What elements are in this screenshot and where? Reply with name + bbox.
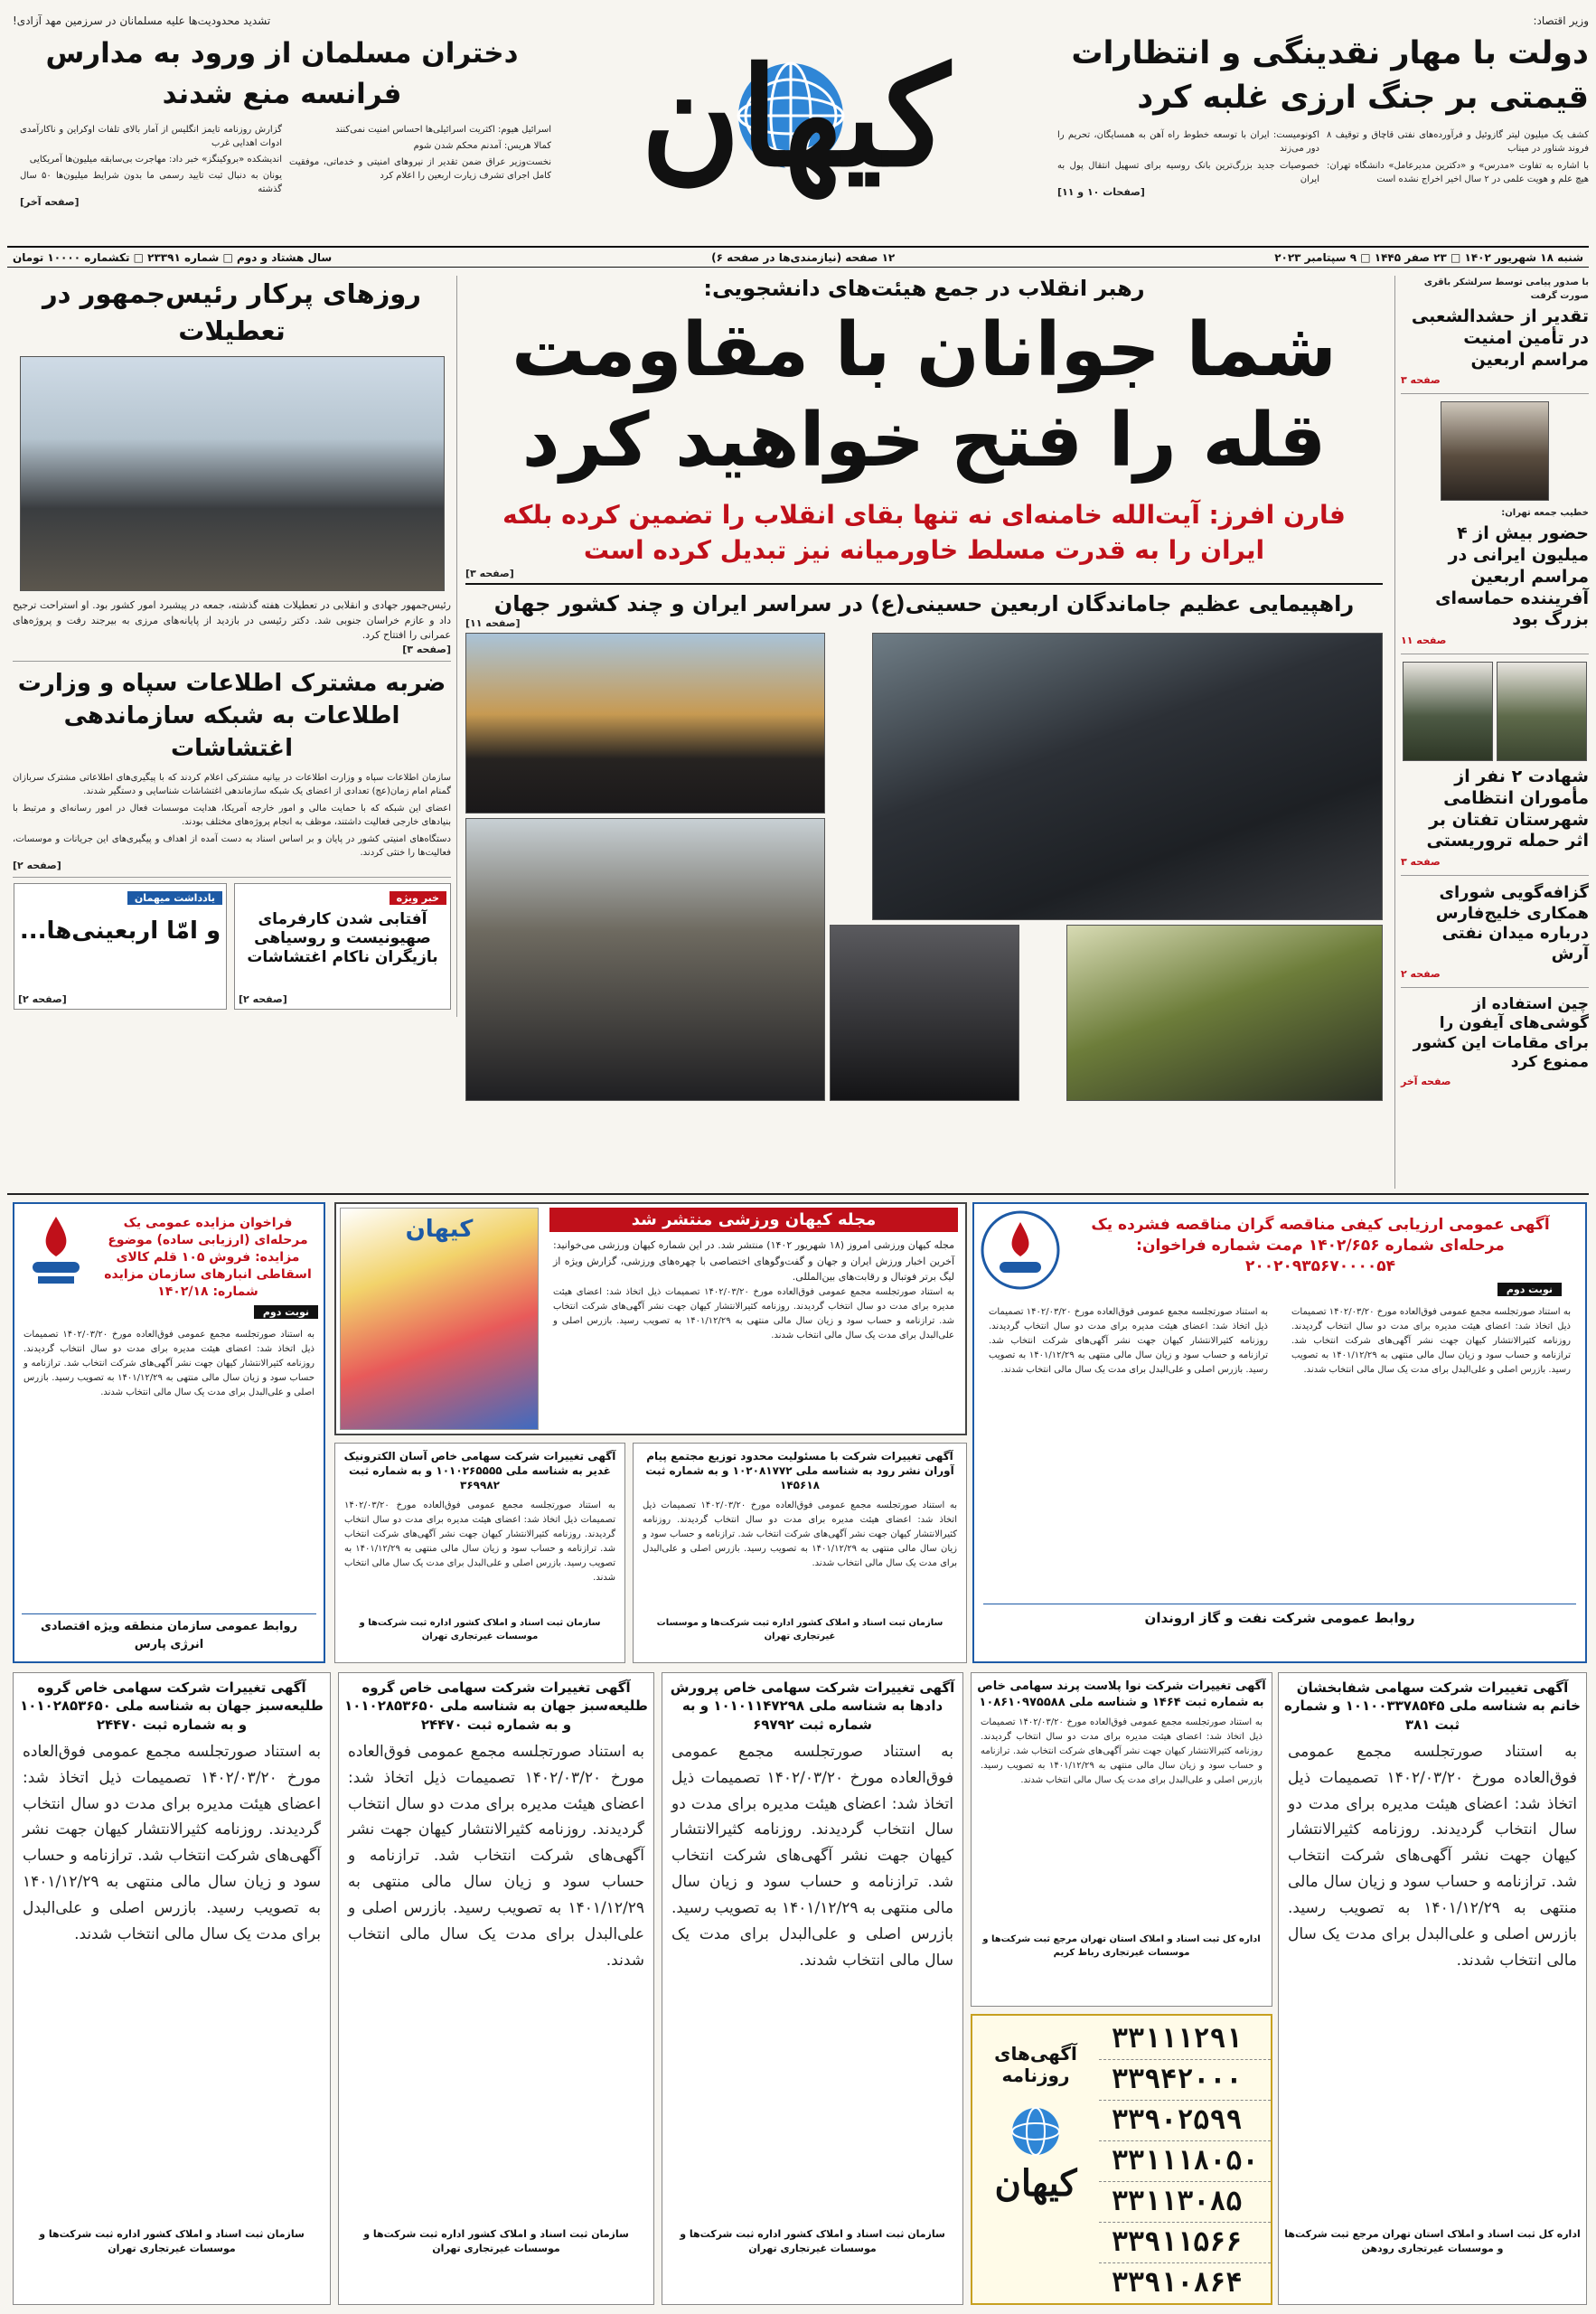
ad-phone[interactable]: ۳۳۱۱۱۸۰۵۰: [1099, 2141, 1271, 2182]
arbaeen-photo-shrine: [465, 633, 825, 814]
list-item: کمالا هریس: آمدنم محکم شدن شوم: [413, 141, 551, 152]
notice-title: آگهی تغییرات شرکت سهامی خاص پرورش دادها به شناسه ملی ۱۰۱۰۱۱۴۷۲۹۸ و به شماره ثبت ۶۹۷۹۲: [670, 1679, 955, 1733]
main-subhead-ref: [صفحه ۳]: [465, 568, 514, 580]
notice-box[interactable]: [334, 1443, 625, 1663]
list-item: سازمان اطلاعات سپاه و وزارت اطلاعات در بیانیه مشترکی اعلام کردند که با پیگیری‌های اطلاعاتی مشترک سربازان گمنام امام زمان(عج) تعدادی از اعضای یک شبکه سازماندهی اغتشاشات شناسایی و دستگیر شدند.: [13, 772, 451, 796]
guest-note-box[interactable]: [14, 883, 227, 1010]
list-item: کشف یک میلیون لیتر گازوئیل و فرآورده‌های نفتی قاچاق و توقیف ۸ فروند شناور در میناب: [1327, 129, 1589, 154]
martyr-photo-2: [1403, 662, 1493, 761]
issue-info: سال هشتاد و دوم □ شماره ۲۳۳۹۱ □ تکشماره ۱۰۰۰۰ تومان: [13, 250, 333, 264]
nioc-tender-ad[interactable]: [972, 1202, 1587, 1663]
sports-cover-logo: کیهان: [405, 1216, 474, 1243]
notice-box[interactable]: [13, 1672, 331, 2305]
list-item: اندیشکده «بروکینگز» خبر داد: مهاجرت بی‌سابقه میلیون‌ها آمریکایی: [29, 155, 282, 165]
ad-body: به استناد صورتجلسه مجمع عمومی فوق‌العاده مورخ ۱۴۰۲/۰۳/۲۰ تصمیمات ذیل اتخاذ شد: اعضای هیئت مدیره برای مدت دو سال انتخاب گردیدند. روزنامه کثیرالانتشار کیهان جهت نشر آگهی‌های شرکت انتخاب شد. ترازنامه و حساب سود و زیان سال مالی منتهی به ۱۴۰۱/۱۲/۲۹ به تصویب رسید. بازرس اصلی و علی‌البدل برای مدت یک سال مالی انتخاب شدند.: [23, 1330, 315, 1398]
date-bar: [7, 246, 1589, 268]
list-item: دستگاه‌های امنیتی کشور در پایان و بر اساس اسناد به دست آمده از اهداف و پیگیری‌های این جریانات و موسسات، فعالیت‌ها را خنثی کردند.: [13, 833, 451, 858]
top-left-kicker: تشدید محدودیت‌ها علیه مسلمانان در سرزمین مهد آزادی!: [13, 14, 271, 27]
ad-body: به استناد صورتجلسه مجمع عمومی فوق‌العاده مورخ ۱۴۰۲/۰۳/۲۰ تصمیمات ذیل اتخاذ شد: اعضای هیئت مدیره برای مدت دو سال انتخاب گردیدند. روزنامه کثیرالانتشار کیهان جهت نشر آگهی‌های شرکت انتخاب شد. ترازنامه و حساب سود و زیان سال مالی منتهی به ۱۴۰۱/۱۲/۲۹ به تصویب رسید. بازرس اصلی و علی‌البدل برای مدت یک سال مالی انتخاب شدند.: [671, 1742, 953, 1970]
list-item: نخست‌وزیر عراق ضمن تقدیر از نیروهای امنیتی و خدماتی، موفقیت کامل اجرای تشرف زیارت اربعین را اعلام کرد: [289, 157, 551, 182]
ad-body: به استناد صورتجلسه مجمع عمومی فوق‌العاده مورخ ۱۴۰۲/۰۳/۲۰ تصمیمات ذیل اتخاذ شد: اعضای هیئت مدیره برای مدت دو سال انتخاب گردیدند. روزنامه کثیرالانتشار کیهان جهت نشر آگهی‌های شرکت انتخاب شد. ترازنامه و حساب سود و زیان سال مالی منتهی به ۱۴۰۱/۱۲/۲۹ به تصویب رسید. بازرس اصلی و علی‌البدل برای مدت یک سال مالی انتخاب شدند.: [981, 1717, 1263, 1786]
auction-title: فراخوان مزایده عمومی یک مرحله‌ای (ارزیابی ساده) موضوع مزایده: فروش ۱۰۵ قلم کالای اسقاطی انبارهای سازمان مزایده شماره: ۱۴۰۲/۱۸: [104, 1216, 312, 1299]
special-news-headline: آفتابی شدن کارفرمای صهیونیست و روسیاهی بازیگران ناکام اغتشاشات: [247, 909, 438, 967]
notice-box[interactable]: [338, 1672, 654, 2305]
special-news-box[interactable]: [234, 883, 451, 1010]
ad-body: به استناد صورتجلسه مجمع عمومی فوق‌العاده مورخ ۱۴۰۲/۰۳/۲۰ تصمیمات ذیل اتخاذ شد: اعضای هیئت مدیره برای مدت دو سال انتخاب گردیدند. روزنامه کثیرالانتشار کیهان جهت نشر آگهی‌های شرکت انتخاب شد. ترازنامه و حساب سود و زیان سال مالی منتهی به ۱۴۰۱/۱۲/۲۹ به تصویب رسید. بازرس اصلی و علی‌البدل برای مدت یک سال مالی انتخاب شدند.: [23, 1742, 321, 1943]
dateline: شنبه ۱۸ شهریور ۱۴۰۲ □ ۲۳ صفر ۱۴۴۵ □ ۹ سپتامبر ۲۰۲۳: [1274, 250, 1583, 264]
list-item: گزارش روزنامه تایمز انگلیس از آمار بالای تلفات اوکراین و ناکارآمدی ادوات اهدایی غرب: [20, 125, 282, 149]
ad-phones-list: [1099, 2016, 1271, 2307]
auction-badge: نوبت دوم: [254, 1305, 318, 1319]
pages-note: ۱۲ صفحه (نیازمندی‌ها در صفحه ۶): [711, 250, 896, 264]
notice-footer: سازمان ثبت اسناد و املاک کشور اداره ثبت شرکت‌ها و موسسات غیرتجاری تهران: [363, 2227, 629, 2255]
list-item: خصوصیات جدید بزرگ‌ترین بانک روسیه برای تسهیل انتقال پول به ایران: [1057, 160, 1319, 184]
nioc-logo-icon: [980, 1209, 1061, 1291]
main-headline-line1[interactable]: شما جوانان با مقاومت: [512, 307, 1337, 393]
notice-title: آگهی تغییرات شرکت سهامی خاص آسان الکترونیک غدیر به شناسه ملی ۱۰۱۰۲۶۵۵۵۵ و به شماره ثبت ۳۶۹۹۸۲: [343, 1450, 616, 1492]
notice-title: آگهی تغییرات شرکت سهامی خاص گروه طلیعه‌سبز جهان به شناسه ملی ۱۰۱۰۲۸۵۳۶۵۰ و به شماره ثبت ۲۴۴۷۰: [20, 1679, 324, 1733]
top-right-kicker: وزیر اقتصاد:: [1533, 14, 1589, 27]
main-kicker: رهبر انقلاب در جمع هیئت‌های دانشجویی:: [703, 276, 1145, 301]
ad-body: به استناد صورتجلسه مجمع عمومی فوق‌العاده مورخ ۱۴۰۲/۰۳/۲۰ تصمیمات ذیل اتخاذ شد: اعضای هیئت مدیره برای مدت دو سال انتخاب گردیدند. روزنامه کثیرالانتشار کیهان جهت نشر آگهی‌های شرکت انتخاب شد. ترازنامه و حساب سود و زیان سال مالی منتهی به ۱۴۰۱/۱۲/۲۹ به تصویب رسید. بازرس اصلی و علی‌البدل برای مدت یک سال مالی انتخاب شدند.: [1288, 1742, 1577, 1970]
masthead: [551, 16, 1039, 233]
notice-footer: سازمان ثبت اسناد و املاک کشور اداره ثبت شرکت‌ها و موسسات غیرتجاری تهران: [680, 2227, 945, 2255]
ad-phone[interactable]: ۳۳۹۰۲۵۹۹: [1099, 2101, 1271, 2141]
auction-footer: روابط عمومی سازمان منطقه ویژه اقتصادی انرژی پارس: [22, 1613, 316, 1657]
arbaeen-ref: [صفحه ۱۱]: [465, 617, 521, 630]
president-ref: [صفحه ۳]: [402, 643, 451, 655]
notice-title: آگهی تغییرات شرکت با مسئولیت محدود توزیع مجتمع پیام آوران نشر رود به شناسه ملی ۱۰۲۰۸۱۷۷۲ و به شماره ثبت ۱۴۵۶۱۸: [645, 1450, 954, 1492]
top-right-ref: [صفحات ۱۰ و ۱۱]: [1057, 185, 1145, 198]
martyr-photo-1: [1497, 662, 1587, 761]
ad-phone[interactable]: ۳۳۹۱۰۸۶۴: [1112, 2267, 1243, 2299]
item2-kicker: خطیب جمعه تهران:: [1501, 508, 1589, 519]
top-right-story: [1056, 13, 1589, 240]
top-left-story: [13, 13, 551, 240]
left-column: [13, 276, 457, 1017]
ad-phones-box: [971, 2014, 1272, 2305]
arbaeen-photo-march: [872, 633, 1383, 920]
arbaeen-photo-child: [1066, 925, 1383, 1101]
notice-footer: سازمان ثبت اسناد و املاک کشور اداره ثبت شرکت‌ها و موسسات غیرتجاری تهران: [39, 2227, 305, 2255]
ads-divider: [7, 1193, 1589, 1195]
item1-ref: صفحه ۳: [1401, 374, 1441, 387]
president-headline[interactable]: روزهای پرکار رئیس‌جمهور در تعطیلات: [42, 278, 421, 346]
arbaeen-headline[interactable]: راهپیمایی عظیم جاماندگان اربعین حسینی(ع) در سراسر ایران و چند کشور جهان: [493, 591, 1355, 617]
globe-icon: [1009, 2104, 1063, 2159]
ad-phone[interactable]: ۳۳۹۴۲۰۰۰: [1099, 2060, 1271, 2101]
notice-title: آگهی تغییرات شرکت سهامی خاص گروه طلیعه‌سبز جهان به شناسه ملی ۱۰۱۰۲۸۵۳۶۵۰ و به شماره ثبت ۲۴۴۷۰: [344, 1679, 648, 1733]
notice-footer: سازمان ثبت اسناد و املاک کشور اداره ثبت شرکت‌ها و موسسات غیرتجاری تهران: [359, 1617, 601, 1641]
item4-headline[interactable]: گزافه‌گویی شورای همکاری خلیج‌فارس درباره میدان نفتی آرش: [1435, 883, 1589, 964]
item5-ref: صفحه آخر: [1401, 1076, 1451, 1087]
item3-headline[interactable]: شهادت ۲ نفر از مأموران انتظامی شهرستان تفتان بر اثر حمله تروریستی: [1426, 767, 1589, 851]
list-item: با اشاره به تفاوت «مدرس» و «دکترین مدیرعامل» دانشگاه تهران: هیچ علم و هویت علمی در ۲ سال اخیر اخراج نشده است: [1327, 160, 1589, 184]
president-text: رئیس‌جمهور جهادی و انقلابی در تعطیلات هفته گذشته، جمعه در پیشبرد امور کشور بود. او استراحت ترجیح داد و عازم خراسان جنوبی شد. دکتر رئیسی در بازدید از پایانه‌های مرزی به بیرجند رفت و پروژه‌های عمرانی را افتتاح کرد.: [13, 599, 451, 642]
ad-body: به استناد صورتجلسه مجمع عمومی فوق‌العاده مورخ ۱۴۰۲/۰۳/۲۰ تصمیمات ذیل اتخاذ شد: اعضای هیئت مدیره برای مدت دو سال انتخاب گردیدند. روزنامه کثیرالانتشار کیهان جهت نشر آگهی‌های شرکت انتخاب شد. ترازنامه و حساب سود و زیان سال مالی منتهی به ۱۴۰۱/۱۲/۲۹ به تصویب رسید. بازرس اصلی و علی‌البدل برای مدت یک سال مالی انتخاب شدند.: [643, 1500, 958, 1568]
notice-title: آگهی تغییرات شرکت نوا پلاست پرند سهامی خاص به شماره ثبت ۱۴۶۴ و شناسه ملی ۱۰۸۶۱۰۹۷۵۵۸۸: [977, 1679, 1266, 1709]
top-right-headline[interactable]: دولت با مهار نقدینگی و انتظارات قیمتی بر جنگ ارزی غلبه کرد: [1071, 34, 1589, 117]
item1-headline[interactable]: تقدیر از حشدالشعبی در تأمین امنیت مراسم اربعین: [1411, 306, 1589, 370]
pars-logo-icon: [20, 1209, 92, 1291]
notice-box[interactable]: [1278, 1672, 1587, 2305]
preacher-photo: [1441, 401, 1549, 501]
strike-headline[interactable]: ضربه مشترک اطلاعات سپاه و وزارت اطلاعات به شبکه سازماندهی اغتشاشات: [17, 669, 446, 763]
strike-ref: [صفحه ۲]: [13, 859, 61, 871]
sports-magazine-ad[interactable]: [334, 1202, 967, 1435]
logo[interactable]: کیهان: [641, 38, 950, 197]
ad-phones-title: آگهی‌های روزنامه: [994, 2043, 1077, 2086]
main-headline-line2[interactable]: قله را فتح خواهید کرد: [521, 398, 1327, 484]
guest-note-headline: و امّا اربعینی‌ها...: [19, 917, 221, 945]
sports-text: مجله کیهان ورزشی امروز (۱۸ شهریور ۱۴۰۲) منتشر شد. در این شماره کیهان ورزشی می‌خوانید: آخرین اخبار ورزش ایران و جهان و گفت‌وگوهای اختصاصی با چهره‌های ورزشی، گزارش ویژه از لیگ برتر فوتبال و رقابت‌های بین‌المللی.: [553, 1239, 954, 1284]
ad-body: به استناد صورتجلسه مجمع عمومی فوق‌العاده مورخ ۱۴۰۲/۰۳/۲۰ تصمیمات ذیل اتخاذ شد: اعضای هیئت مدیره برای مدت دو سال انتخاب گردیدند. روزنامه کثیرالانتشار کیهان جهت نشر آگهی‌های شرکت انتخاب شد. ترازنامه و حساب سود و زیان سال مالی منتهی به ۱۴۰۱/۱۲/۲۹ به تصویب رسید. بازرس اصلی و علی‌البدل برای مدت یک سال مالی انتخاب شدند.: [1291, 1306, 1571, 1375]
top-left-ref: [صفحه آخر]: [20, 196, 80, 209]
item4-ref: صفحه ۲: [1401, 968, 1441, 980]
right-column: [1394, 276, 1589, 1189]
ad-phone[interactable]: ۳۳۹۱۱۵۶۶: [1099, 2223, 1271, 2263]
main-story: [465, 276, 1383, 1189]
ad-phone[interactable]: ۳۳۱۱۱۲۹۱: [1099, 2019, 1271, 2060]
guest-note-ref: [صفحه ۲]: [18, 992, 67, 1005]
notice-box[interactable]: [971, 1672, 1272, 2007]
ad-phones-logo: کیهان: [994, 2162, 1077, 2205]
arbaeen-photo-crowd: [465, 818, 825, 1101]
arbaeen-photo-mourners: [830, 925, 1019, 1101]
nioc-title: آگهی عمومی ارزیابی کیفی مناقصه گران مناقصه فشرده یک مرحله‌ای شماره ۱۴۰۲/۶۵۶ م‌مت شماره فراخوان: ۲۰۰۲۰۹۳۵۶۷۰۰۰۰۵۴: [1091, 1216, 1550, 1275]
ad-body: به استناد صورتجلسه مجمع عمومی فوق‌العاده مورخ ۱۴۰۲/۰۳/۲۰ تصمیمات ذیل اتخاذ شد: اعضای هیئت مدیره برای مدت دو سال انتخاب گردیدند. روزنامه کثیرالانتشار کیهان جهت نشر آگهی‌های شرکت انتخاب شد. ترازنامه و حساب سود و زیان سال مالی منتهی به ۱۴۰۱/۱۲/۲۹ به تصویب رسید. بازرس اصلی و علی‌البدل برای مدت یک سال مالی انتخاب شدند.: [348, 1742, 645, 1970]
nioc-badge: نوبت دوم: [1497, 1283, 1562, 1296]
notice-footer: اداره کل ثبت اسناد و املاک استان تهران مرجع ثبت شرکت‌ها و موسسات غیرتجاری رباط کریم: [982, 1934, 1261, 1959]
list-item: اعضای این شبکه که با حمایت مالی و امور خارجه آمریکا، هدایت موسسات فعال در امور رسانه‌ای و مرتبط با بنیادهای خارجی فعالیت داشتند، موظف به انجام پروژه‌های مختلف بودند.: [13, 803, 451, 827]
main-subhead[interactable]: فارن افرز: آیت‌الله خامنه‌ای نه تنها بقای انقلاب را تضمین کرده بلکه ایران را به قدرت مسلط خاورمیانه نیز تبدیل کرده است: [502, 499, 1346, 566]
ad-body: به استناد صورتجلسه مجمع عمومی فوق‌العاده مورخ ۱۴۰۲/۰۳/۲۰ تصمیمات ذیل اتخاذ شد: اعضای هیئت مدیره برای مدت دو سال انتخاب گردیدند. روزنامه کثیرالانتشار کیهان جهت نشر آگهی‌های شرکت انتخاب شد. ترازنامه و حساب سود و زیان سال مالی منتهی به ۱۴۰۱/۱۲/۲۹ به تصویب رسید. بازرس اصلی و علی‌البدل برای مدت یک سال مالی انتخاب شدند.: [989, 1306, 1268, 1375]
ad-body: به استناد صورتجلسه مجمع عمومی فوق‌العاده مورخ ۱۴۰۲/۰۳/۲۰ تصمیمات ذیل اتخاذ شد: اعضای هیئت مدیره برای مدت دو سال انتخاب گردیدند. روزنامه کثیرالانتشار کیهان جهت نشر آگهی‌های شرکت انتخاب شد. ترازنامه و حساب سود و زیان سال مالی منتهی به ۱۴۰۱/۱۲/۲۹ به تصویب رسید. بازرس اصلی و علی‌البدل برای مدت یک سال مالی انتخاب شدند.: [344, 1500, 615, 1583]
nioc-footer: روابط عمومی شرکت نفت و گاز اروندان: [983, 1604, 1576, 1632]
item1-kicker: با صدور پیامی توسط سرلشکر باقری صورت گرفت: [1423, 277, 1589, 301]
ad-phone[interactable]: ۳۳۱۱۳۰۸۵: [1099, 2182, 1271, 2223]
president-photo: [20, 356, 445, 591]
special-news-tag: خبر ویژه: [390, 891, 446, 905]
item3-ref: صفحه ۳: [1401, 856, 1441, 868]
top-left-headline[interactable]: دختران مسلمان از ورود به مدارس فرانسه منع شدند: [45, 36, 519, 110]
notice-footer: سازمان ثبت اسناد و املاک کشور اداره ثبت شرکت‌ها و موسسات غیرتجاری تهران: [656, 1617, 944, 1641]
item2-headline[interactable]: حضور بیش از ۴ میلیون ایرانی در مراسم اربعین آفریننده حماسه‌ای بزرگ بود: [1435, 523, 1589, 630]
notice-box[interactable]: [633, 1443, 967, 1663]
list-item: یونان به دنبال ثبت تایید رسمی ما بدون شرایط میلیون‌ها ۵۰ سال گذشته: [20, 171, 282, 195]
auction-ad[interactable]: [13, 1202, 325, 1663]
notice-footer: اداره کل ثبت اسناد و املاک استان تهران مرجع ثبت شرکت‌ها و موسسات غیرتجاری رودهن: [1284, 2227, 1581, 2255]
notice-box[interactable]: [662, 1672, 963, 2305]
list-item: اسرائیل هیوم: اکثریت اسرائیلی‌ها احساس امنیت نمی‌کنند: [335, 125, 551, 136]
sports-magazine-cover: [340, 1208, 539, 1430]
item5-headline[interactable]: چین استفاده از گوشی‌های آیفون را برای مقامات این کشور ممنوع کرد: [1413, 995, 1589, 1071]
guest-note-tag: یادداشت میهمان: [127, 891, 222, 905]
sports-title: مجله کیهان ورزشی منتشر شد: [549, 1208, 958, 1232]
item2-ref: صفحه ۱۱: [1401, 635, 1447, 646]
ad-body: به استناد صورتجلسه مجمع عمومی فوق‌العاده مورخ ۱۴۰۲/۰۳/۲۰ تصمیمات ذیل اتخاذ شد: اعضای هیئت مدیره برای مدت دو سال انتخاب گردیدند. روزنامه کثیرالانتشار کیهان جهت نشر آگهی‌های شرکت انتخاب شد. ترازنامه و حساب سود و زیان سال مالی منتهی به ۱۴۰۱/۱۲/۲۹ به تصویب رسید. بازرس اصلی و علی‌البدل برای مدت یک سال مالی انتخاب شدند.: [553, 1286, 955, 1340]
notice-title: آگهی تغییرات شرکت سهامی شفابخشان خانم به شناسه ملی ۱۰۱۰۰۳۳۷۸۵۴۵ و شماره ثبت ۳۸۱: [1284, 1679, 1581, 1733]
list-item: اکونومیست: ایران با توسعه خطوط راه آهن به همسایگان، تحریم را دور می‌زند: [1057, 129, 1319, 154]
special-news-ref: [صفحه ۲]: [239, 992, 287, 1005]
